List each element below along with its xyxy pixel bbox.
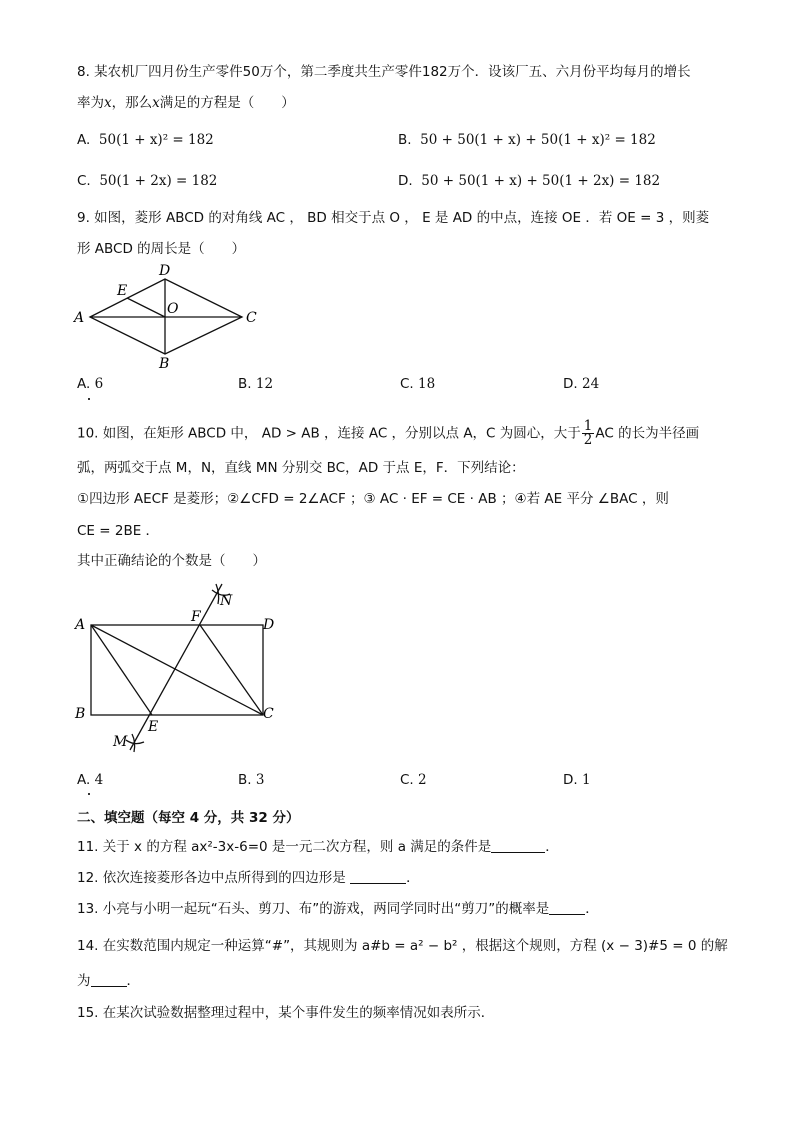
option-label: B. — [238, 376, 252, 392]
q13-answer-blank[interactable] — [549, 900, 585, 915]
q10-stem-line3: ①四边形 AECF 是菱形；②∠CFD = 2∠ACF ；③ AC · EF = CE · AB ；④若 AE 平分 ∠BAC ，则 — [77, 491, 669, 507]
q8-stem-line2 — [77, 93, 295, 113]
q10-option-d[interactable] — [563, 770, 591, 790]
q14-stem-line2 — [77, 971, 140, 991]
q9-label-c: C — [246, 310, 257, 326]
q11-answer-blank[interactable] — [491, 838, 545, 853]
q8-option-b[interactable] — [398, 130, 656, 150]
q14-answer-blank[interactable] — [91, 972, 127, 987]
option-text: 6 — [94, 376, 104, 392]
q8-var-x: x — [104, 95, 112, 111]
scan-dot — [88, 398, 90, 400]
q8-text: ，那么 — [111, 95, 153, 111]
q15-stem: 15. 在某次试验数据整理过程中，某个事件发生的频率情况如表所示． — [77, 1005, 495, 1021]
q12-period: ． — [406, 870, 420, 886]
option-text: 4 — [94, 772, 104, 788]
q11-period: ． — [545, 839, 559, 855]
section-title-fill-in: 二、填空题（每空 4 分，共 32 分） — [77, 810, 300, 826]
option-text: 18 — [418, 376, 436, 392]
q10-stem-line5: 其中正确结论的个数是（ ） — [77, 553, 266, 569]
option-label: D. — [563, 772, 578, 788]
q9-stem-line1: 9. 如图，菱形 ABCD 的对角线 AC ， BD 相交于点 O ， E 是 AD 的中点，连接 OE ．若 OE = 3 ，则菱 — [77, 210, 710, 226]
q8-option-d[interactable] — [398, 171, 660, 191]
q12-stem — [77, 868, 420, 888]
q13-stem — [77, 899, 599, 919]
q9-option-a[interactable] — [77, 374, 103, 394]
q10-label-d: D — [263, 617, 275, 633]
q10-text: 10. 如图，在矩形 ABCD 中， AD > AB ，连接 AC ，分别以点 A，C 为圆心，大于 — [77, 425, 581, 442]
option-label: A. — [77, 376, 91, 392]
q10-label-b: B — [75, 706, 86, 722]
option-label: B. — [238, 772, 252, 788]
q11-text: 11. 关于 x 的方程 ax²-3x-6=0 是一元二次方程，则 a 满足的条件是 — [77, 839, 492, 855]
scan-dot — [88, 793, 90, 795]
q8-option-c[interactable] — [77, 171, 217, 191]
option-label: A. — [77, 132, 91, 148]
q10-stem-line1 — [77, 420, 699, 447]
q9-label-d: D — [159, 263, 171, 279]
q10-option-c[interactable] — [400, 770, 427, 790]
q10-rectangle-figure — [70, 578, 290, 756]
option-label: C. — [400, 772, 414, 788]
q9-label-e: E — [117, 283, 128, 299]
fraction-numerator: 1 — [583, 418, 593, 434]
q10-label-e: E — [148, 719, 159, 735]
q9-label-a: A — [74, 310, 85, 326]
q8-text: 满足的方程是（ ） — [159, 95, 295, 111]
q9-option-d[interactable] — [563, 374, 599, 394]
option-text: 50(1 + 2x) = 182 — [99, 173, 218, 189]
q9-option-b[interactable] — [238, 374, 273, 394]
q9-option-c[interactable] — [400, 374, 435, 394]
option-label: D. — [563, 376, 578, 392]
option-text: 1 — [581, 772, 591, 788]
fraction-denominator: 2 — [583, 432, 593, 448]
q8-var-x: x — [152, 95, 160, 111]
option-label: A. — [77, 772, 91, 788]
q10-text: AC 的长为半径画 — [595, 425, 700, 442]
q10-label-a: A — [75, 617, 86, 633]
q9-label-o: O — [167, 301, 179, 317]
option-label: B. — [398, 132, 412, 148]
fraction-one-half — [582, 420, 595, 447]
q10-label-c: C — [263, 706, 274, 722]
q10-option-a[interactable] — [77, 770, 103, 790]
option-text: 12 — [255, 376, 274, 392]
q8-text: 率为 — [77, 95, 104, 111]
q12-text: 12. 依次连接菱形各边中点所得到的四边形是 — [77, 870, 346, 886]
q10-label-m: M — [113, 734, 128, 750]
q10-stem-line4: CE = 2BE ． — [77, 523, 160, 539]
option-text: 50 + 50(1 + x) + 50(1 + x)² = 182 — [420, 132, 656, 148]
option-label: D. — [398, 173, 413, 189]
option-label: C. — [400, 376, 414, 392]
q10-label-f: F — [191, 609, 201, 625]
q13-text: 13. 小亮与小明一起玩“石头、剪刀、布”的游戏，两同学同时出“剪刀”的概率是 — [77, 901, 550, 917]
q11-stem — [77, 837, 559, 857]
option-text: 3 — [255, 772, 265, 788]
q14-period: ． — [126, 973, 140, 989]
option-text: 24 — [581, 376, 600, 392]
q12-answer-blank[interactable] — [350, 869, 406, 884]
q8-stem-line1: 8. 某农机厂四月份生产零件50万个，第二季度共生产零件182万个．设该厂五、六月份平均每月的增长 — [77, 64, 691, 80]
q13-period: ． — [585, 901, 599, 917]
option-text: 50 + 50(1 + x) + 50(1 + 2x) = 182 — [421, 173, 661, 189]
q14-text: 为 — [77, 973, 91, 989]
q8-option-a[interactable] — [77, 130, 214, 150]
q9-stem-line2: 形 ABCD 的周长是（ ） — [77, 241, 246, 257]
q9-rhombus-figure — [70, 262, 270, 370]
q10-option-b[interactable] — [238, 770, 264, 790]
q14-stem-line1: 14. 在实数范围内规定一种运算“#”，其规则为 a#b = a² − b² ，根据这个规则，方程 (x − 3)#5 = 0 的解 — [77, 938, 728, 954]
option-label: C. — [77, 173, 91, 189]
option-text: 50(1 + x)² = 182 — [98, 132, 214, 148]
q10-label-n: N — [220, 593, 233, 609]
q9-label-b: B — [159, 356, 170, 370]
option-text: 2 — [418, 772, 427, 788]
q10-stem-line2: 弧，两弧交于点 M，N，直线 MN 分别交 BC，AD 于点 E，F．下列结论： — [77, 460, 525, 476]
